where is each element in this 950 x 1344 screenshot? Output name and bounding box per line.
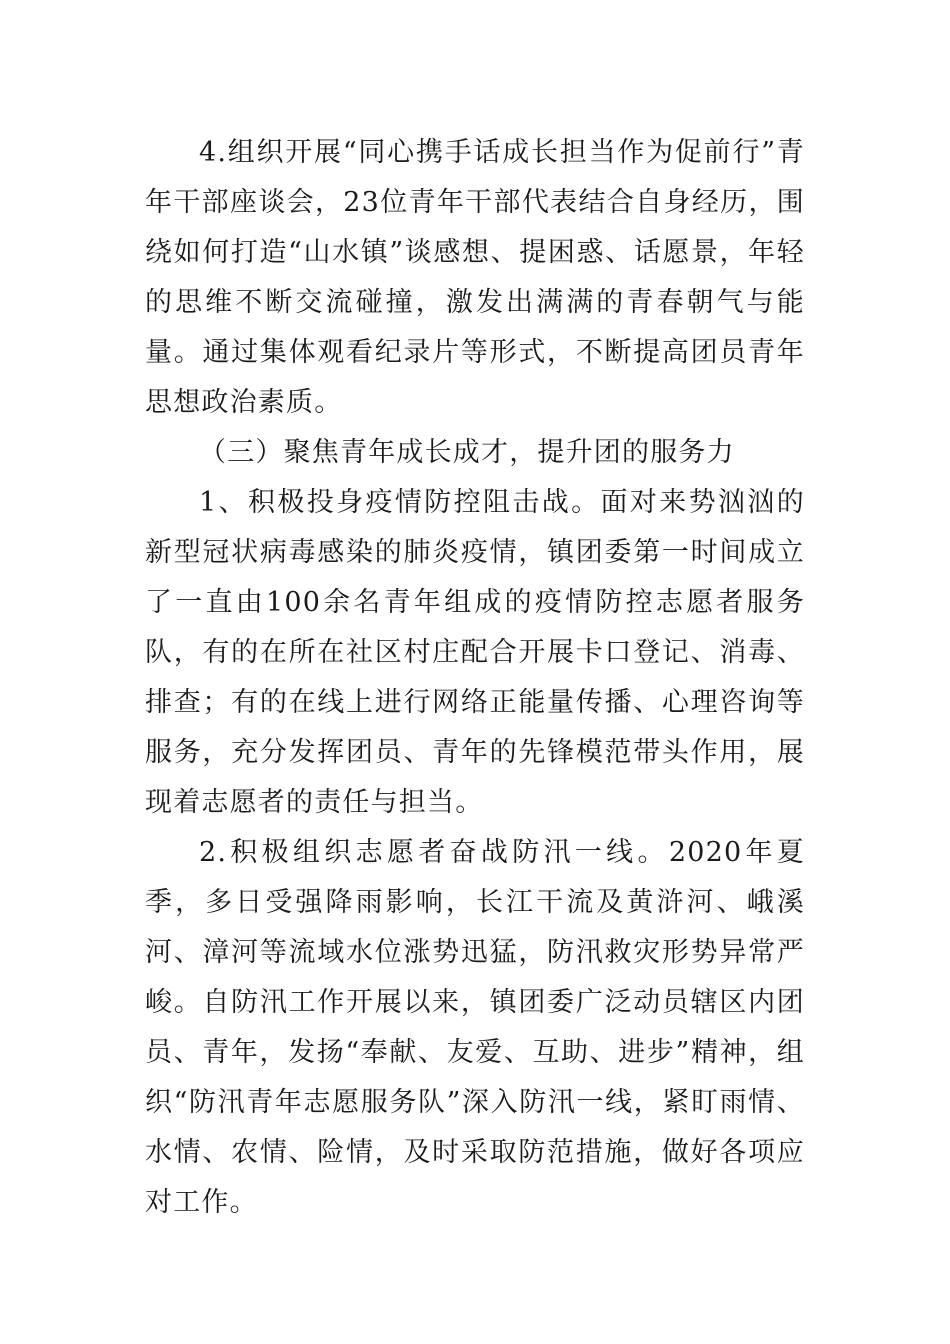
paragraph-epidemic-volunteers: 1、积极投身疫情防控阻击战。面对来势汹汹的新型冠状病毒感染的肺炎疫情，镇团委第一时间成立了一直由100余名青年组成的疫情防控志愿者服务队，有的在所在社区村庄配合开展卡口登记、消毒、排查；有的在线上进行网络正能量传播、心理咨询等服务，充分发挥团员、青年的先锋模范带头作用，展现着志愿者的责任与担当。 (145, 487, 805, 818)
paragraph-flood-volunteers: 2.积极组织志愿者奋战防汛一线。2020年夏季，多日受强降雨影响，长江干流及黄浒河、峨溪河、漳河等流域水位涨势迅猛，防汛救灾形势异常严峻。自防汛工作开展以来，镇团委广泛动员辖区内团员、青年，发扬“奉献、友爱、互助、进步”精神，组织“防汛青年志愿服务队”深入防汛一线，紧盯雨情、水情、农情、险情，及时采取防范措施，做好各项应对工作。 (145, 837, 805, 1218)
paragraph-youth-forum: 4.组织开展“同心携手话成长担当作为促前行”青年干部座谈会，23位青年干部代表结合自身经历，围绕如何打造“山水镇”谈感想、提困惑、话愿景，年轻的思维不断交流碰撞，激发出满满的青春朝气与能量。通过集体观看纪录片等形式，不断提高团员青年思想政治素质。 (145, 137, 805, 418)
document-body (145, 128, 805, 1228)
section-heading-service: （三）聚焦青年成长成才，提升团的服务力 (199, 437, 735, 468)
